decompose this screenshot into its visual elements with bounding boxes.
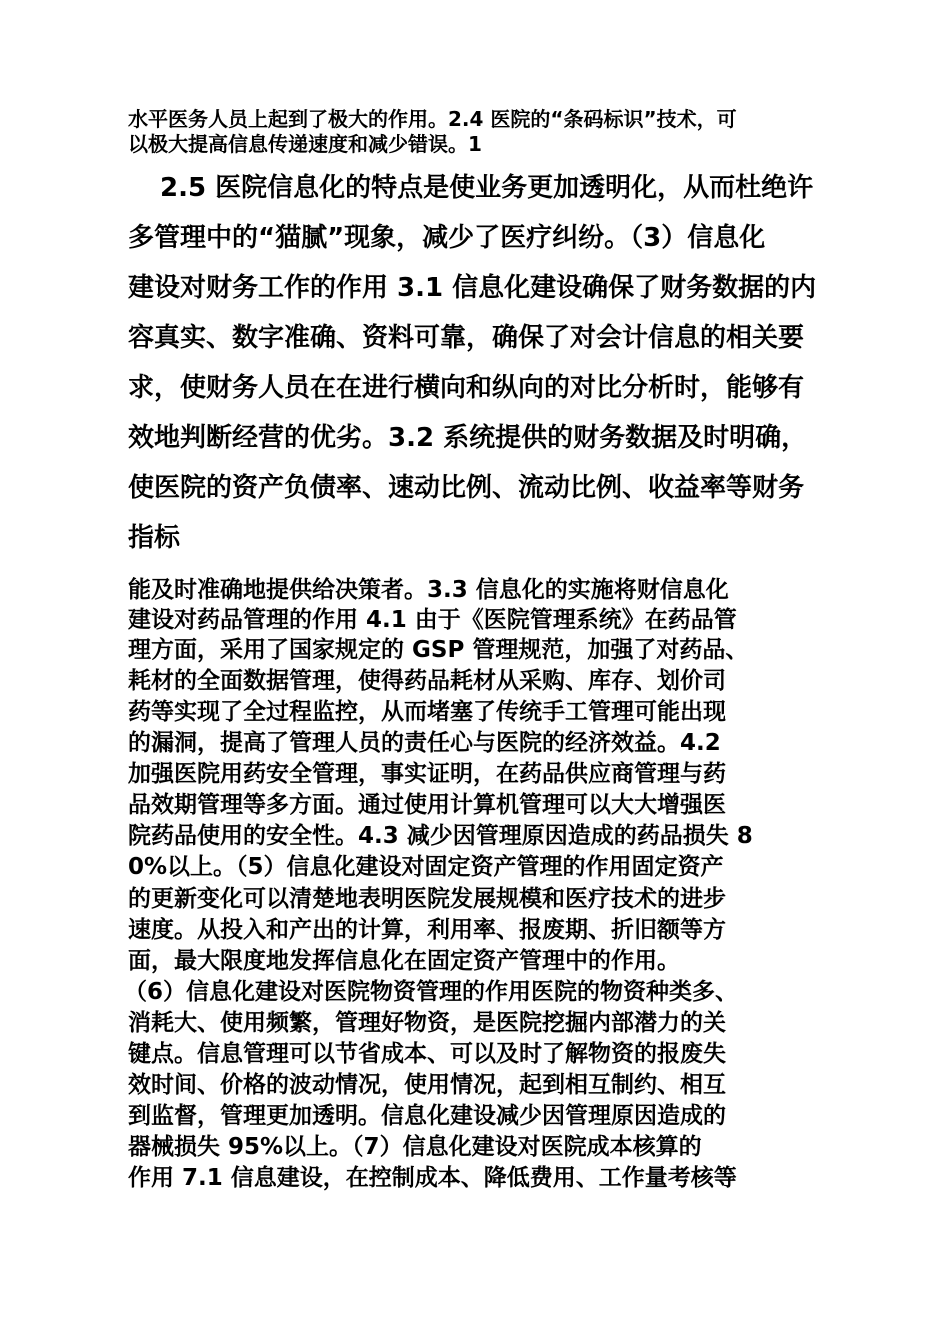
text-line: 容真实、数字准确、资料可靠，确保了对会计信息的相关要 xyxy=(128,323,805,353)
text-line: 建设对药品管理的作用 4.1 由于《医院管理系统》在药品管 xyxy=(128,607,737,633)
text-line: 使医院的资产负债率、速动比例、流动比例、收益率等财务 xyxy=(128,473,805,503)
text-line: 消耗大、使用频繁，管理好物资，是医院挖掘内部潜力的关 xyxy=(128,1010,726,1036)
text-line: 院药品使用的安全性。4.3 减少因管理原因造成的药品损失 8 xyxy=(128,823,753,849)
text-line: 效时间、价格的波动情况，使用情况，起到相互制约、相互 xyxy=(128,1072,726,1098)
text-line: 药等实现了全过程监控，从而堵塞了传统手工管理可能出现 xyxy=(128,699,726,725)
text-line: （6）信息化建设对医院物资管理的作用医院的物资种类多、 xyxy=(124,979,739,1005)
text-line: 指标 xyxy=(128,523,181,553)
text-line: 键点。信息管理可以节省成本、可以及时了解物资的报废失 xyxy=(128,1041,726,1067)
text-line: 水平医务人员上起到了极大的作用。2.4 医院的“条码标识”技术，可 xyxy=(128,107,737,131)
text-line: 效地判断经营的优劣。3.2 系统提供的财务数据及时明确， xyxy=(128,423,808,453)
text-line: 0%以上。（5）信息化建设对固定资产管理的作用固定资产 xyxy=(128,854,724,880)
text-line: 的更新变化可以清楚地表明医院发展规模和医疗技术的进步 xyxy=(128,886,726,912)
text-line: 理方面，采用了国家规定的 GSP 管理规范，加强了对药品、 xyxy=(128,637,749,663)
text-line: 加强医院用药安全管理，事实证明，在药品供应商管理与药 xyxy=(128,761,726,787)
text-line: 2.5 医院信息化的特点是使业务更加透明化，从而杜绝许 xyxy=(160,173,814,203)
text-line: 能及时准确地提供给决策者。3.3 信息化的实施将财信息化 xyxy=(128,577,729,603)
text-line: 的漏洞，提高了管理人员的责任心与医院的经济效益。4.2 xyxy=(128,730,721,756)
text-line: 到监督，管理更加透明。信息化建设减少因管理原因造成的 xyxy=(128,1103,726,1129)
text-line: 速度。从投入和产出的计算，利用率、报废期、折旧额等方 xyxy=(128,917,726,943)
text-line: 以极大提高信息传递速度和减少错误。1 xyxy=(128,132,482,156)
text-line: 求，使财务人员在在进行横向和纵向的对比分析时，能够有 xyxy=(128,373,805,403)
text-line: 面，最大限度地发挥信息化在固定资产管理中的作用。 xyxy=(128,948,680,974)
text-line: 器械损失 95%以上。（7）信息化建设对医院成本核算的 xyxy=(128,1134,702,1160)
text-line: 建设对财务工作的作用 3.1 信息化建设确保了财务数据的内 xyxy=(128,273,817,303)
text-line: 多管理中的“猫腻”现象，减少了医疗纠纷。（3）信息化 xyxy=(128,223,766,253)
text-line: 品效期管理等多方面。通过使用计算机管理可以大大增强医 xyxy=(128,792,726,818)
text-line: 作用 7.1 信息建设，在控制成本、降低费用、工作量考核等 xyxy=(128,1165,737,1191)
text-line: 耗材的全面数据管理，使得药品耗材从采购、库存、划价司 xyxy=(128,668,726,694)
